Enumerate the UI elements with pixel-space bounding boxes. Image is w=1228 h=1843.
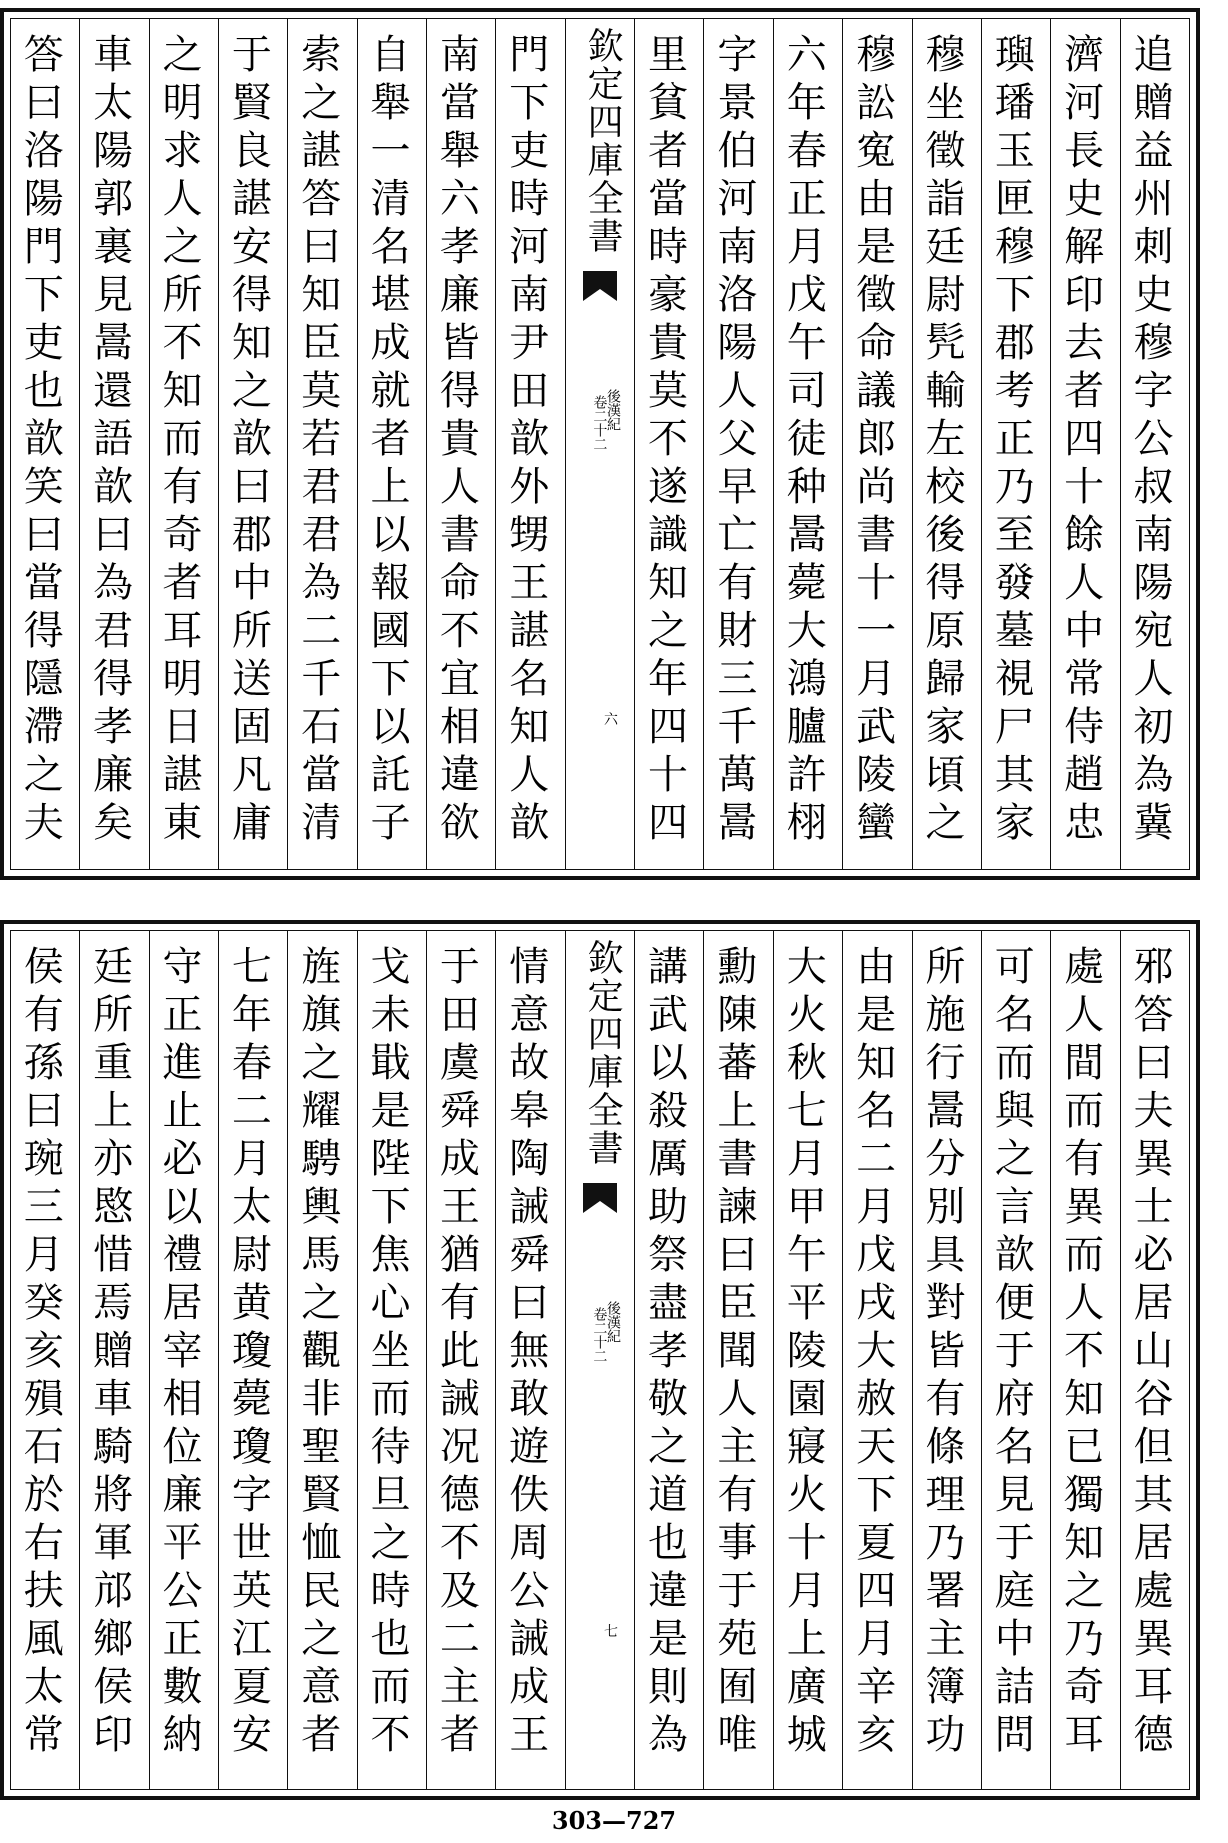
page-number-footer: 303—727: [551, 1806, 677, 1835]
text-column: 璵璠玉匣穆下郡考正乃至發墓視尸其家: [981, 19, 1050, 869]
text-column: 所施行暠分別具對皆有條理乃署主簿功: [912, 931, 981, 1789]
text-column: 戈未戢是陛下焦心坐而待旦之時也而不: [357, 931, 426, 1789]
fish-tail-icon: [583, 271, 617, 317]
center-volume-label: 卷二十二: [591, 1307, 608, 1363]
center-title: 欽定四庫全書: [582, 939, 624, 1167]
text-column: 侯有孫曰琬三月癸亥殞石於右扶風太常: [17, 945, 64, 1761]
text-column: 七年春二月太尉黄瓊薨瓊字世英江夏安: [218, 931, 287, 1789]
text-column: 穆訟寃由是徵命議郎尚書十一月武陵蠻: [842, 19, 911, 869]
fish-tail-icon: [583, 1183, 617, 1229]
center-fold-column: [565, 19, 634, 869]
text-column: 守正進止必以禮居宰相位廉平公正數納: [149, 931, 218, 1789]
text-column: 處人間而有異而人不知已獨知之乃奇耳: [1050, 931, 1119, 1789]
text-column: 六年春正月戊午司徒种暠薨大鴻臚許栩: [773, 19, 842, 869]
text-column: 講武以殺厲助祭盡孝敬之道也違是則為: [634, 931, 703, 1789]
center-page-number: 七: [604, 1624, 619, 1640]
text-column: 南當舉六孝廉皆得貴人書命不宜相違欲: [426, 19, 495, 869]
text-column: 于田虞舜成王猶有此誡况德不及二主者: [426, 931, 495, 1789]
text-column: 之明求人之所不知而有奇者耳明日諶東: [149, 19, 218, 869]
text-column: 穆坐徵詣廷尉髠輸左校後得原歸家頃之: [912, 19, 981, 869]
text-column: 邪答曰夫異士必居山谷但其居處異耳德: [1120, 931, 1189, 1789]
center-book-label: 後漢紀: [605, 389, 622, 431]
text-column: 索之諶答曰知臣莫若君君為二千石當清: [287, 19, 356, 869]
bottom-text-columns: [11, 931, 1189, 1789]
text-column: 濟河長史解印去者四十餘人中常侍趙忠: [1050, 19, 1119, 869]
top-page-panel: [0, 8, 1200, 880]
top-page-frame: [10, 18, 1190, 870]
text-column: 情意故皋陶誡舜曰無敢遊佚周公誡成王: [495, 931, 564, 1789]
text-column: 門下吏時河南尹田歆外甥王諶名知人歆: [495, 19, 564, 869]
text-column: 里貧者當時豪貴莫不遂識知之年四十四: [634, 19, 703, 869]
top-text-columns: [11, 19, 1189, 869]
center-title: 欽定四庫全書: [582, 27, 624, 255]
center-page-number: 六: [604, 712, 619, 728]
text-column: 由是知名二月戊戌大赦天下夏四月辛亥: [842, 931, 911, 1789]
bottom-page-frame: [10, 930, 1190, 1790]
text-column: 追贈益州刺史穆字公叔南陽宛人初為冀: [1120, 19, 1189, 869]
text-column: 于賢良諶安得知之歆曰郡中所送固凡庸: [218, 19, 287, 869]
text-column: 旌旗之耀騁輿馬之觀非聖賢恤民之意者: [287, 931, 356, 1789]
text-column: 勳陳蕃上書諫曰臣聞人主有事于苑囿唯: [703, 931, 772, 1789]
text-column: 可名而與之言歆便于府名見于庭中詰問: [981, 931, 1050, 1789]
text-column: 車太陽郭裏見暠還語歆曰為君得孝廉矣: [79, 19, 148, 869]
text-column: 字景伯河南洛陽人父早亡有財三千萬暠: [703, 19, 772, 869]
bottom-page-panel: [0, 920, 1200, 1800]
center-fold-column: [565, 931, 634, 1789]
center-book-label: 後漢紀: [605, 1301, 622, 1343]
text-column: 自舉一清名堪成就者上以報國下以託子: [357, 19, 426, 869]
text-column: 答曰洛陽門下吏也歆笑曰當得隱滯之夫: [17, 33, 64, 849]
center-volume-label: 卷二十二: [591, 395, 608, 451]
text-column: 大火秋七月甲午平陵園寢火十月上廣城: [773, 931, 842, 1789]
text-column: 廷所重上亦愍惜焉贈車騎將軍邟鄉侯印: [79, 931, 148, 1789]
